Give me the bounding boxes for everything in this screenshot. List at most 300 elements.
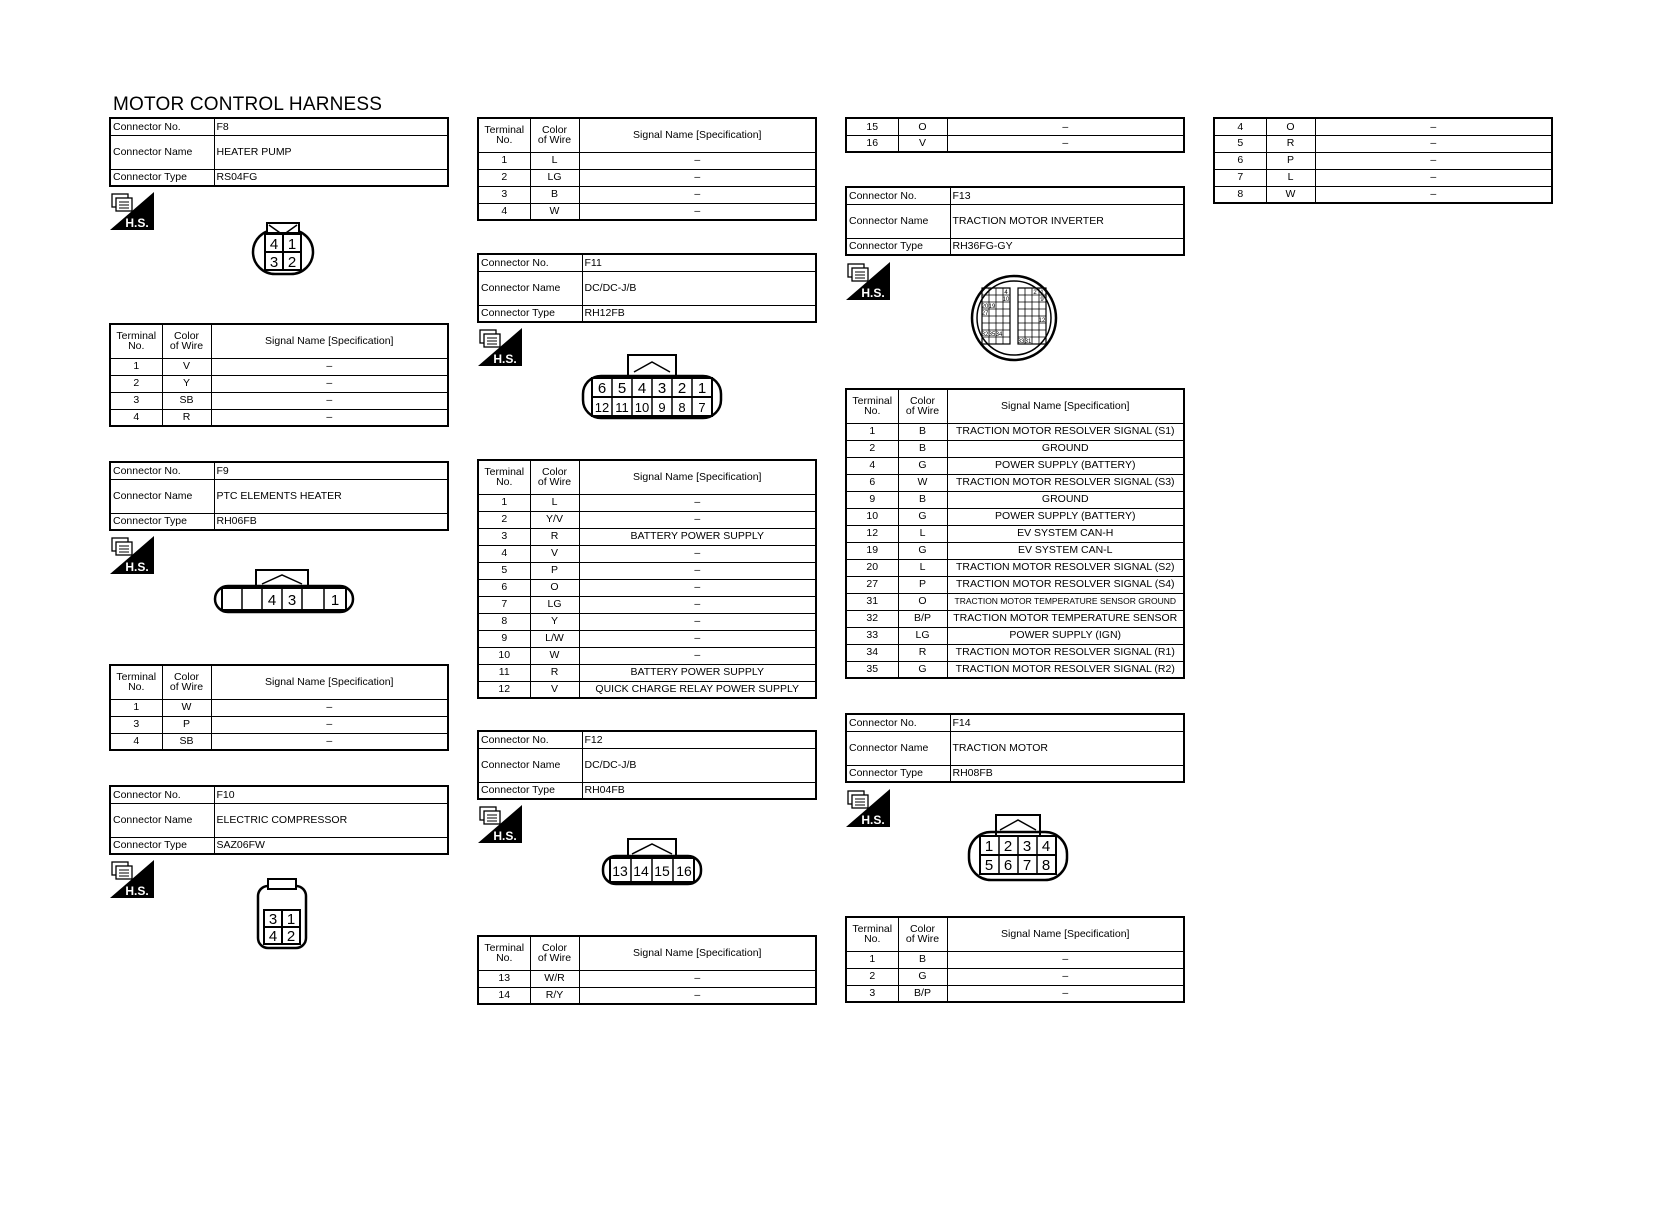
terminal-no-cell: 5 [1214, 135, 1266, 152]
terminal-no-cell: 2 [846, 440, 898, 457]
terminal-no-cell: 4 [478, 203, 530, 220]
terminal-no-cell: 4 [478, 545, 530, 562]
signal-name-cell: – [579, 203, 816, 220]
col-color-of-wire: Color of Wire [162, 665, 211, 699]
wire-color-cell: L [1266, 169, 1315, 186]
connector-name-value: TRACTION MOTOR INVERTER [950, 204, 1184, 238]
connector-f8-info [109, 117, 449, 187]
table-row [478, 647, 816, 664]
wire-color-cell: B/P [898, 610, 947, 627]
table-row [846, 559, 1184, 576]
pin-label: 5 [617, 380, 627, 397]
label-connector-name: Connector Name [478, 748, 582, 782]
connector-f9-face-diagram [212, 566, 358, 616]
signal-name-cell: POWER SUPPLY (BATTERY) [947, 457, 1184, 474]
pin-label: 4 [1004, 290, 1008, 296]
terminal-no-cell: 12 [478, 681, 530, 698]
table-row [478, 494, 816, 511]
signal-name-cell: – [579, 152, 816, 169]
col-terminal-no: Terminal No. [110, 665, 162, 699]
wire-color-cell: B [898, 491, 947, 508]
terminal-no-cell: 4 [110, 409, 162, 426]
terminal-no-cell: 8 [478, 613, 530, 630]
pin-label: 3 [1022, 838, 1032, 855]
connector-f10-info [109, 785, 449, 855]
wire-color-cell: P [898, 576, 947, 593]
wire-color-cell: L/W [530, 630, 579, 647]
wire-color-cell: G [898, 968, 947, 985]
terminal-no-cell: 2 [478, 169, 530, 186]
table-row [110, 392, 448, 409]
signal-name-cell: – [579, 545, 816, 562]
terminal-no-cell: 3 [478, 528, 530, 545]
pin-label: 11 [615, 400, 629, 415]
terminal-no-cell: 5 [478, 562, 530, 579]
wire-color-cell: G [898, 457, 947, 474]
connector-f14-face-diagram [966, 812, 1070, 884]
terminal-no-cell: 34 [846, 644, 898, 661]
wire-color-cell: G [898, 508, 947, 525]
wire-color-cell: R/Y [530, 987, 579, 1004]
terminal-no-cell: 3 [846, 985, 898, 1002]
wire-color-cell: LG [530, 169, 579, 186]
label-connector-name: Connector Name [478, 271, 582, 305]
connector-f10-face-diagram [254, 876, 310, 952]
col-terminal-no: Terminal No. [478, 460, 530, 494]
wire-color-cell: O [898, 118, 947, 135]
pin-label: 1 [287, 236, 297, 253]
wire-color-cell: W [898, 474, 947, 491]
pin-label: 19 [988, 304, 996, 310]
wire-color-cell: SB [162, 733, 211, 750]
hs-icon [478, 805, 522, 843]
pin-label: 2 [1033, 290, 1037, 296]
wire-color-cell: Y/V [530, 511, 579, 528]
label-connector-no: Connector No. [846, 714, 950, 731]
wire-color-cell: V [162, 358, 211, 375]
wire-color-cell: O [530, 579, 579, 596]
terminal-no-cell: 27 [846, 576, 898, 593]
connector-name-value: HEATER PUMP [214, 135, 448, 169]
hs-label: H.S. [861, 286, 885, 300]
connector-f11-terminal-table-full [477, 459, 817, 699]
table-row [846, 661, 1184, 678]
table-row [846, 627, 1184, 644]
pin-label: 6 [1003, 857, 1013, 874]
hs-icon [110, 860, 154, 898]
wire-color-cell: L [530, 152, 579, 169]
terminal-no-cell: 7 [1214, 169, 1266, 186]
table-row [478, 528, 816, 545]
connector-type-value: RH04FB [582, 782, 816, 799]
signal-name-cell: – [579, 562, 816, 579]
label-connector-name: Connector Name [846, 204, 950, 238]
table-row [846, 593, 1184, 610]
table-row [478, 579, 816, 596]
label-connector-no: Connector No. [110, 786, 214, 803]
signal-name-cell: – [211, 699, 448, 716]
col-color-of-wire: Color of Wire [530, 118, 579, 152]
wire-color-cell: G [898, 542, 947, 559]
col-signal-name: Signal Name [Specification] [211, 665, 448, 699]
terminal-no-cell: 10 [846, 508, 898, 525]
terminal-no-cell: 1 [478, 152, 530, 169]
table-row [846, 985, 1184, 1002]
connector-f13-terminal-table [845, 388, 1185, 679]
table-row [110, 409, 448, 426]
terminal-no-cell: 32 [846, 610, 898, 627]
signal-name-cell: – [579, 970, 816, 987]
label-connector-type: Connector Type [110, 837, 214, 854]
col-terminal-no: Terminal No. [110, 324, 162, 358]
hs-icon [110, 536, 154, 574]
pin-label: 34 [995, 332, 1003, 338]
signal-name-cell: GROUND [947, 491, 1184, 508]
terminal-no-cell: 15 [846, 118, 898, 135]
signal-name-cell: – [211, 716, 448, 733]
connector-f13-info [845, 186, 1185, 256]
hs-icon [110, 192, 154, 230]
terminal-no-cell: 19 [846, 542, 898, 559]
wire-color-cell: P [1266, 152, 1315, 169]
table-row [478, 169, 816, 186]
label-connector-type: Connector Type [110, 513, 214, 530]
col-signal-name: Signal Name [Specification] [579, 118, 816, 152]
signal-name-cell: – [579, 169, 816, 186]
signal-name-cell: – [1315, 135, 1552, 152]
signal-name-cell: – [1315, 118, 1552, 135]
signal-name-cell: TRACTION MOTOR RESOLVER SIGNAL (S4) [947, 576, 1184, 593]
terminal-no-cell: 4 [1214, 118, 1266, 135]
label-connector-type: Connector Type [846, 238, 950, 255]
table-row [1214, 118, 1552, 135]
wire-color-cell: B [530, 186, 579, 203]
pin-label: 9 [658, 400, 666, 415]
signal-name-cell: TRACTION MOTOR RESOLVER SIGNAL (R1) [947, 644, 1184, 661]
pin-label: 2 [1003, 838, 1013, 855]
col-signal-name: Signal Name [Specification] [579, 936, 816, 970]
hs-icon [846, 789, 890, 827]
label-connector-type: Connector Type [846, 765, 950, 782]
signal-name-cell: TRACTION MOTOR RESOLVER SIGNAL (S3) [947, 474, 1184, 491]
wire-color-cell: LG [898, 627, 947, 644]
col-signal-name: Signal Name [Specification] [947, 389, 1184, 423]
signal-name-cell: – [211, 375, 448, 392]
signal-name-cell: POWER SUPPLY (BATTERY) [947, 508, 1184, 525]
wire-color-cell: V [530, 681, 579, 698]
connector-no-value: F9 [214, 462, 448, 479]
terminal-no-cell: 6 [1214, 152, 1266, 169]
table-row [478, 562, 816, 579]
wire-color-cell: SB [162, 392, 211, 409]
pin-label: 2 [287, 254, 297, 271]
signal-name-cell: BATTERY POWER SUPPLY [579, 664, 816, 681]
signal-name-cell: – [579, 987, 816, 1004]
connector-f14-info [845, 713, 1185, 783]
wire-color-cell: V [530, 545, 579, 562]
page-title: MOTOR CONTROL HARNESS [113, 94, 383, 115]
hs-icon [846, 262, 890, 300]
signal-name-cell: – [947, 985, 1184, 1002]
terminal-no-cell: 3 [478, 186, 530, 203]
pin-label: 35 [988, 332, 996, 338]
pin-label: 6 [597, 380, 607, 397]
connector-name-value: PTC ELEMENTS HEATER [214, 479, 448, 513]
table-row [846, 508, 1184, 525]
table-row [110, 733, 448, 750]
pin-label: 1 [984, 838, 994, 855]
signal-name-cell: TRACTION MOTOR RESOLVER SIGNAL (S1) [947, 423, 1184, 440]
col-color-of-wire: Color of Wire [530, 460, 579, 494]
table-row [846, 135, 1184, 152]
signal-name-cell: – [1315, 169, 1552, 186]
terminal-no-cell: 33 [846, 627, 898, 644]
hs-label: H.S. [493, 352, 517, 366]
signal-name-cell: – [579, 630, 816, 647]
table-row [478, 681, 816, 698]
pin-label: 4 [637, 380, 647, 397]
pin-label: 27 [981, 311, 989, 317]
pin-label: 16 [676, 863, 692, 879]
hs-label: H.S. [493, 829, 517, 843]
signal-name-cell: – [211, 358, 448, 375]
signal-name-cell: EV SYSTEM CAN-H [947, 525, 1184, 542]
terminal-no-cell: 4 [846, 457, 898, 474]
pin-label: 10 [634, 400, 650, 415]
signal-name-cell: – [947, 118, 1184, 135]
connector-type-value: RH36FG-GY [950, 238, 1184, 255]
wire-color-cell: R [530, 528, 579, 545]
pin-label: 3 [269, 254, 279, 271]
signal-name-cell: TRACTION MOTOR TEMPERATURE SENSOR GROUND [947, 593, 1184, 610]
col-signal-name: Signal Name [Specification] [947, 917, 1184, 951]
table-row [478, 596, 816, 613]
pin-label: 4 [267, 592, 277, 609]
table-row [1214, 152, 1552, 169]
table-row [478, 511, 816, 528]
connector-f12-info [477, 730, 817, 800]
pin-label: 9 [1040, 297, 1044, 303]
terminal-no-cell: 35 [846, 661, 898, 678]
signal-name-cell: – [579, 596, 816, 613]
pin-label: 8 [678, 400, 686, 415]
table-row [478, 545, 816, 562]
signal-name-cell: TRACTION MOTOR RESOLVER SIGNAL (S2) [947, 559, 1184, 576]
terminal-no-cell: 13 [478, 970, 530, 987]
table-row [846, 474, 1184, 491]
wire-color-cell: R [162, 409, 211, 426]
connector-f8-face-diagram [250, 218, 320, 282]
table-row [110, 358, 448, 375]
terminal-no-cell: 31 [846, 593, 898, 610]
col-terminal-no: Terminal No. [846, 917, 898, 951]
wire-color-cell: W [1266, 186, 1315, 203]
connector-no-value: F14 [950, 714, 1184, 731]
wire-color-cell: P [530, 562, 579, 579]
wire-color-cell: B/P [898, 985, 947, 1002]
signal-name-cell: – [579, 579, 816, 596]
table-row [846, 610, 1184, 627]
table-row [846, 951, 1184, 968]
terminal-no-cell: 6 [478, 579, 530, 596]
col-signal-name: Signal Name [Specification] [579, 460, 816, 494]
wire-color-cell: Y [162, 375, 211, 392]
connector-f11-face-diagram [580, 352, 724, 422]
connector-no-value: F10 [214, 786, 448, 803]
signal-name-cell: TRACTION MOTOR TEMPERATURE SENSOR [947, 610, 1184, 627]
table-row [478, 152, 816, 169]
table-row [846, 440, 1184, 457]
signal-name-cell: GROUND [947, 440, 1184, 457]
pin-label: 33 [1017, 339, 1025, 345]
pin-label: 4 [269, 236, 279, 253]
terminal-no-cell: 2 [846, 968, 898, 985]
pin-label: 31 [1024, 339, 1032, 345]
wire-color-cell: LG [530, 596, 579, 613]
connector-f11-info [477, 253, 817, 323]
table-row [846, 525, 1184, 542]
pin-label: 5 [984, 857, 994, 874]
connector-f12-terminal-table-continued [845, 117, 1185, 153]
hs-label: H.S. [861, 813, 885, 827]
wire-color-cell: O [898, 593, 947, 610]
wire-color-cell: V [898, 135, 947, 152]
terminal-no-cell: 3 [110, 392, 162, 409]
label-connector-no: Connector No. [110, 118, 214, 135]
pin-label: 1 [330, 592, 340, 609]
connector-no-value: F11 [582, 254, 816, 271]
wire-color-cell: O [1266, 118, 1315, 135]
table-row [1214, 135, 1552, 152]
connector-name-value: TRACTION MOTOR [950, 731, 1184, 765]
terminal-no-cell: 1 [846, 951, 898, 968]
signal-name-cell: – [579, 494, 816, 511]
wire-color-cell: Y [530, 613, 579, 630]
label-connector-name: Connector Name [110, 479, 214, 513]
signal-name-cell: BATTERY POWER SUPPLY [579, 528, 816, 545]
table-row [478, 987, 816, 1004]
table-row [110, 699, 448, 716]
table-row [846, 457, 1184, 474]
terminal-no-cell: 4 [110, 733, 162, 750]
terminal-no-cell: 1 [110, 358, 162, 375]
signal-name-cell: – [579, 511, 816, 528]
table-row [478, 203, 816, 220]
hs-icon [478, 328, 522, 366]
table-row [846, 542, 1184, 559]
terminal-no-cell: 6 [846, 474, 898, 491]
connector-f8-terminal-table [109, 323, 449, 427]
hs-label: H.S. [125, 884, 149, 898]
signal-name-cell: – [211, 409, 448, 426]
connector-f9-terminal-table [109, 664, 449, 751]
signal-name-cell: – [947, 968, 1184, 985]
table-row [478, 630, 816, 647]
signal-name-cell: – [579, 647, 816, 664]
terminal-no-cell: 7 [478, 596, 530, 613]
terminal-no-cell: 20 [846, 559, 898, 576]
table-row [846, 576, 1184, 593]
connector-no-value: F12 [582, 731, 816, 748]
pin-label: 1 [697, 380, 707, 397]
pin-label: 2 [286, 928, 296, 945]
wire-color-cell: W [530, 647, 579, 664]
hs-label: H.S. [125, 216, 149, 230]
wire-color-cell: R [530, 664, 579, 681]
col-color-of-wire: Color of Wire [162, 324, 211, 358]
col-color-of-wire: Color of Wire [898, 917, 947, 951]
label-connector-no: Connector No. [478, 731, 582, 748]
signal-name-cell: – [211, 733, 448, 750]
signal-name-cell: – [947, 135, 1184, 152]
connector-no-value: F13 [950, 187, 1184, 204]
table-row [846, 118, 1184, 135]
connector-f12-terminal-table [477, 935, 817, 1005]
pin-label: 7 [1022, 857, 1032, 874]
connector-name-value: DC/DC-J/B [582, 271, 816, 305]
terminal-no-cell: 16 [846, 135, 898, 152]
col-color-of-wire: Color of Wire [530, 936, 579, 970]
pin-label: 12 [1038, 318, 1046, 324]
terminal-no-cell: 8 [1214, 186, 1266, 203]
terminal-no-cell: 12 [846, 525, 898, 542]
signal-name-cell: QUICK CHARGE RELAY POWER SUPPLY [579, 681, 816, 698]
wire-color-cell: G [898, 661, 947, 678]
label-connector-type: Connector Type [478, 782, 582, 799]
wire-color-cell: W [530, 203, 579, 220]
pin-label: 14 [633, 863, 649, 879]
wire-color-cell: L [530, 494, 579, 511]
connector-type-value: RH08FB [950, 765, 1184, 782]
connector-name-value: ELECTRIC COMPRESSOR [214, 803, 448, 837]
wire-color-cell: P [162, 716, 211, 733]
signal-name-cell: – [1315, 152, 1552, 169]
connector-type-value: RH12FB [582, 305, 816, 322]
terminal-no-cell: 1 [478, 494, 530, 511]
terminal-no-cell: 9 [846, 491, 898, 508]
terminal-no-cell: 14 [478, 987, 530, 1004]
wire-color-cell: B [898, 440, 947, 457]
pin-label: 10 [1002, 297, 1010, 303]
pin-label: 32 [981, 332, 989, 338]
connector-type-value: SAZ06FW [214, 837, 448, 854]
label-connector-name: Connector Name [846, 731, 950, 765]
table-row [110, 716, 448, 733]
connector-f14-terminal-table [845, 916, 1185, 1003]
connector-type-value: RS04FG [214, 169, 448, 186]
terminal-no-cell: 2 [478, 511, 530, 528]
pin-label: 3 [657, 380, 667, 397]
table-row [1214, 186, 1552, 203]
signal-name-cell: – [947, 951, 1184, 968]
pin-label: 3 [268, 911, 278, 928]
col-terminal-no: Terminal No. [846, 389, 898, 423]
wire-color-cell: L [898, 525, 947, 542]
table-row [478, 664, 816, 681]
pin-label: 15 [654, 863, 670, 879]
connector-name-value: DC/DC-J/B [582, 748, 816, 782]
terminal-no-cell: 1 [110, 699, 162, 716]
table-row [846, 423, 1184, 440]
signal-name-cell: TRACTION MOTOR RESOLVER SIGNAL (R2) [947, 661, 1184, 678]
col-terminal-no: Terminal No. [478, 118, 530, 152]
pin-label: 1 [286, 911, 296, 928]
wire-color-cell: R [1266, 135, 1315, 152]
pin-label: 20 [981, 304, 989, 310]
terminal-no-cell: 11 [478, 664, 530, 681]
pin-label: 1 [1040, 290, 1044, 296]
signal-name-cell: POWER SUPPLY (IGN) [947, 627, 1184, 644]
